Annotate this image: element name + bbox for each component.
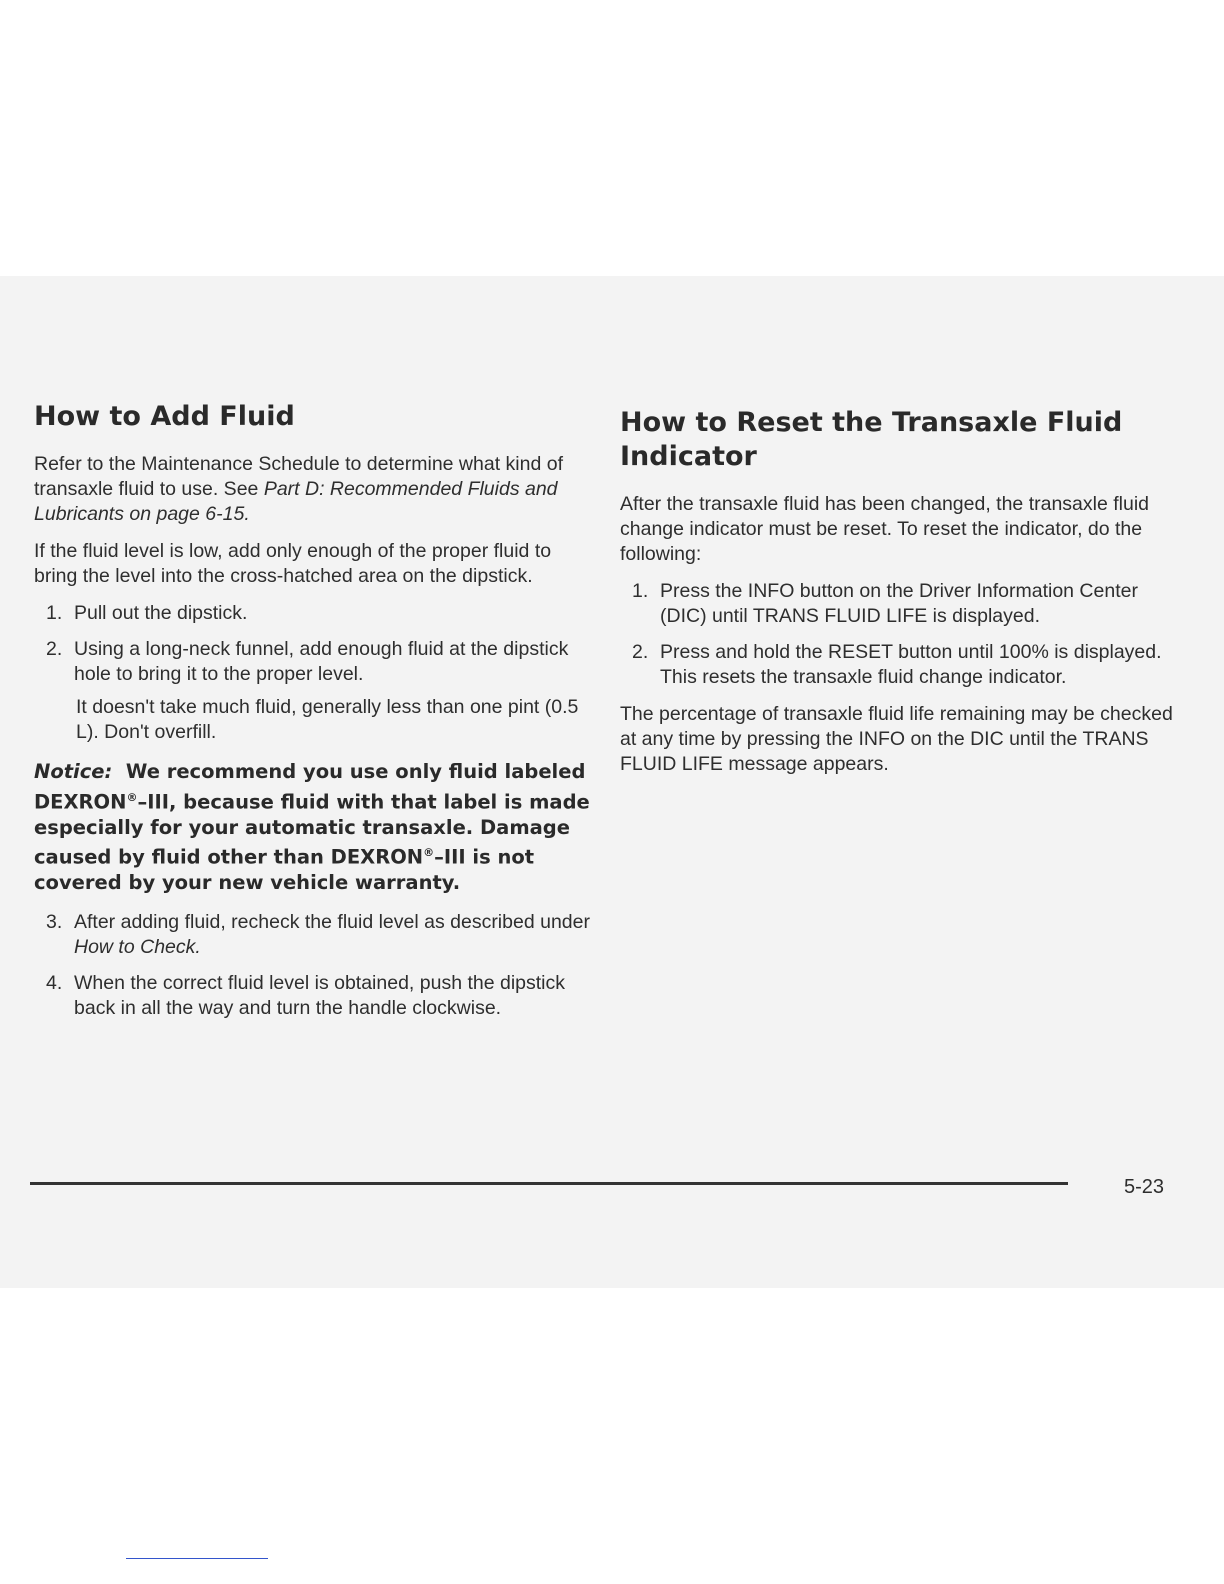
how-to-check-reference: How to Check. — [74, 935, 201, 958]
step-number: 1. — [46, 602, 63, 624]
reset-indicator-heading: How to Reset the Transaxle Fluid Indicator — [620, 407, 1123, 472]
recommended-fluids-reference: Part D: Recommended Fluids and Lubricants on page 6-15. — [34, 478, 558, 525]
step-text: Using a long-neck funnel, add enough fluid at the dipstick hole to bring it to the proper level. — [74, 638, 569, 685]
step-number: 1. — [632, 580, 649, 602]
closing-paragraph: The percentage of transaxle fluid life remaining may be checked at any time by pressing the INFO on the DIC until the TRANS FLUID LIFE message appears. — [620, 703, 1173, 775]
right-column — [620, 406, 1185, 789]
add-fluid-steps-continued — [34, 910, 594, 1021]
left-column — [34, 400, 594, 1033]
list-item — [620, 640, 1185, 690]
step-number: 2. — [46, 638, 63, 660]
add-fluid-heading: How to Add Fluid — [34, 401, 295, 432]
step-number: 2. — [632, 641, 649, 663]
intro-paragraph — [34, 452, 594, 527]
list-item — [620, 579, 1185, 629]
footer-rule — [30, 1182, 1068, 1185]
list-item — [34, 910, 594, 960]
intro-text: Refer to the Maintenance Schedule to determine what kind of transaxle fluid to use. See — [34, 453, 563, 500]
step-number: 3. — [46, 910, 63, 933]
list-item — [34, 601, 594, 626]
step-text: After adding fluid, recheck the fluid level as described under — [74, 910, 590, 933]
step-number: 4. — [46, 971, 63, 994]
notice-text-1: We recommend you use only fluid labeled DEXRON — [34, 760, 586, 813]
reset-steps — [620, 579, 1185, 690]
step-text: Press and hold the RESET button until 100% is displayed. This resets the transaxle fluid change indicator. — [660, 641, 1162, 688]
step-note: It doesn't take much fluid, generally less than one pint (0.5 L). Don't overfill. — [76, 696, 579, 743]
notice-block — [34, 759, 594, 896]
notice-text-2: –III, because fluid with that label is made especially for your automatic transaxle. Damage caused by fluid other than DEXRON — [34, 790, 590, 869]
add-fluid-steps — [34, 601, 594, 745]
low-level-paragraph: If the fluid level is low, add only enough of the proper fluid to bring the level into the cross-hatched area on the dipstick. — [34, 540, 552, 587]
step-text: Pull out the dipstick. — [74, 602, 248, 624]
list-item — [34, 637, 594, 745]
link-underline — [126, 1558, 268, 1559]
notice-text-3: –III is not covered by your new vehicle warranty. — [34, 845, 535, 894]
list-item — [34, 971, 594, 1021]
page-number: 5-23 — [1124, 1176, 1165, 1198]
registered-mark: ® — [126, 790, 138, 804]
registered-mark: ® — [423, 846, 435, 859]
reset-intro-paragraph: After the transaxle fluid has been changed, the transaxle fluid change indicator must be reset. To reset the indicator, do the following: — [620, 493, 1150, 565]
notice-label: Notice: — [34, 760, 113, 783]
step-text: When the correct fluid level is obtained, push the dipstick back in all the way and turn the handle clockwise. — [74, 971, 566, 1019]
step-text: Press the INFO button on the Driver Information Center (DIC) until TRANS FLUID LIFE is displayed. — [660, 580, 1138, 627]
